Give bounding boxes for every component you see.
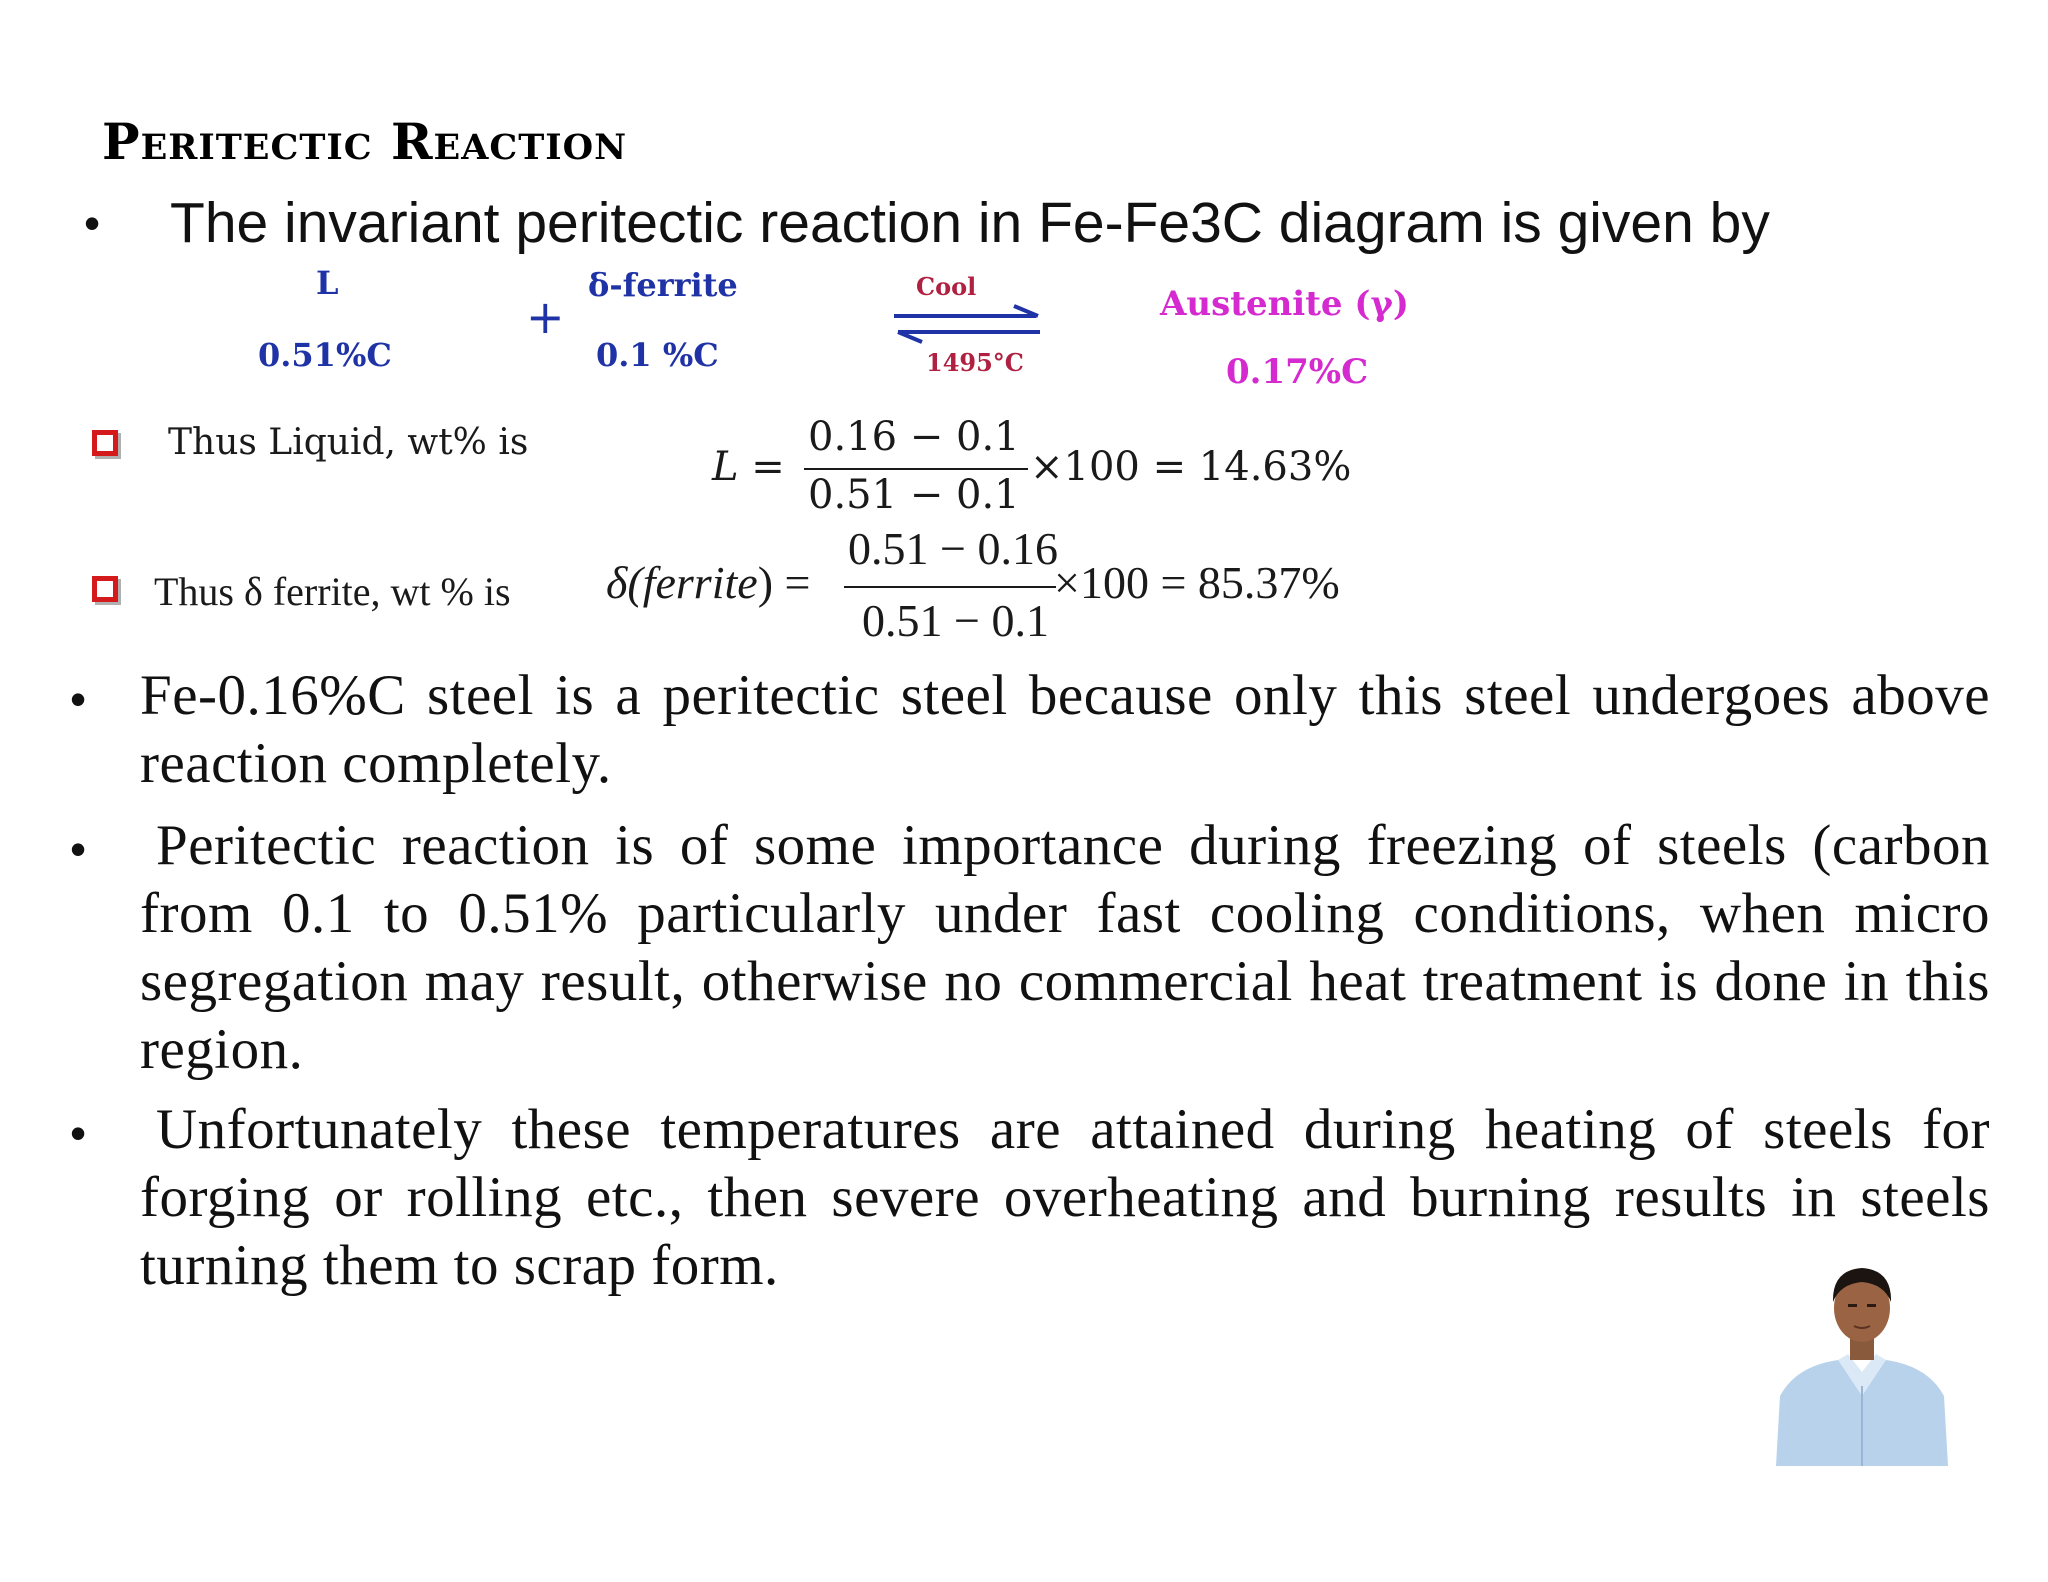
ferrite-lhs-symbol: δ(: [606, 557, 643, 608]
reactant-ferrite-composition: 0.1 %C: [596, 336, 719, 374]
ferrite-calc-lhs: [606, 556, 810, 609]
liquid-calc-result: ×100 = 14.63%: [1030, 444, 1352, 490]
arrow-label-temperature: 1495°C: [926, 348, 1024, 377]
bullet-paragraph-overheating: Unfortunately these temperatures are attained during heating of steels for forging or rolling etc., then severe overheating and burning results in steels turning them to scrap form.: [140, 1098, 1990, 1297]
liquid-calc-label: Thus Liquid, wt% is: [168, 422, 529, 463]
presenter-photo: [1776, 1256, 1948, 1466]
ferrite-calc-denominator: 0.51 − 0.1: [862, 595, 1049, 646]
bullet-marker: •: [70, 673, 87, 725]
ferrite-lhs-close: ) =: [757, 557, 811, 608]
arrow-label-cool: Cool: [916, 272, 977, 301]
bullet-paragraph-freezing: Peritectic reaction is of some importance during freezing of steels (carbon from 0.1 to 0.51% particularly under fast cooling conditions, when micro segregation may result, otherwise no commercial heat treatment is done in this region.: [140, 814, 1990, 1081]
bullet-marker: •: [70, 823, 87, 875]
product-austenite-composition: 0.17%C: [1226, 352, 1369, 392]
liquid-calc-lhs: L =: [712, 444, 785, 490]
intro-text: The invariant peritectic reaction in Fe-Fe3C diagram is given by: [170, 191, 1770, 255]
bullet-paragraph-peritectic-steel: Fe-0.16%C steel is a peritectic steel because only this steel undergoes above reaction completely.: [140, 664, 1990, 795]
liquid-calc-denominator: 0.51 − 0.1: [808, 472, 1020, 518]
liquid-calc-numerator: 0.16 − 0.1: [808, 414, 1020, 460]
checkbox-bullet-icon: [92, 576, 118, 602]
equilibrium-arrows-icon: [888, 302, 1048, 348]
bullet-marker: •: [70, 1107, 87, 1159]
slide-title: Peritectic Reaction: [102, 112, 628, 171]
ferrite-calc-label: Thus δ ferrite, wt % is: [154, 569, 511, 614]
reactant-liquid-composition: 0.51%C: [258, 336, 392, 374]
ferrite-calc-numerator: 0.51 − 0.16: [848, 523, 1058, 574]
ferrite-lhs-word: ferrite: [642, 557, 758, 608]
ferrite-calc-result: ×100 = 85.37%: [1054, 557, 1340, 608]
ferrite-fraction-bar: [844, 586, 1056, 588]
plus-sign: +: [526, 290, 565, 344]
liquid-fraction-bar: [804, 468, 1028, 470]
reactant-ferrite-name: δ-ferrite: [588, 266, 738, 304]
intro-bullet: •: [84, 197, 101, 249]
checkbox-bullet-icon: [92, 430, 118, 456]
product-austenite-name: Austenite (γ): [1160, 284, 1410, 324]
reactant-liquid-name: L: [316, 264, 339, 302]
